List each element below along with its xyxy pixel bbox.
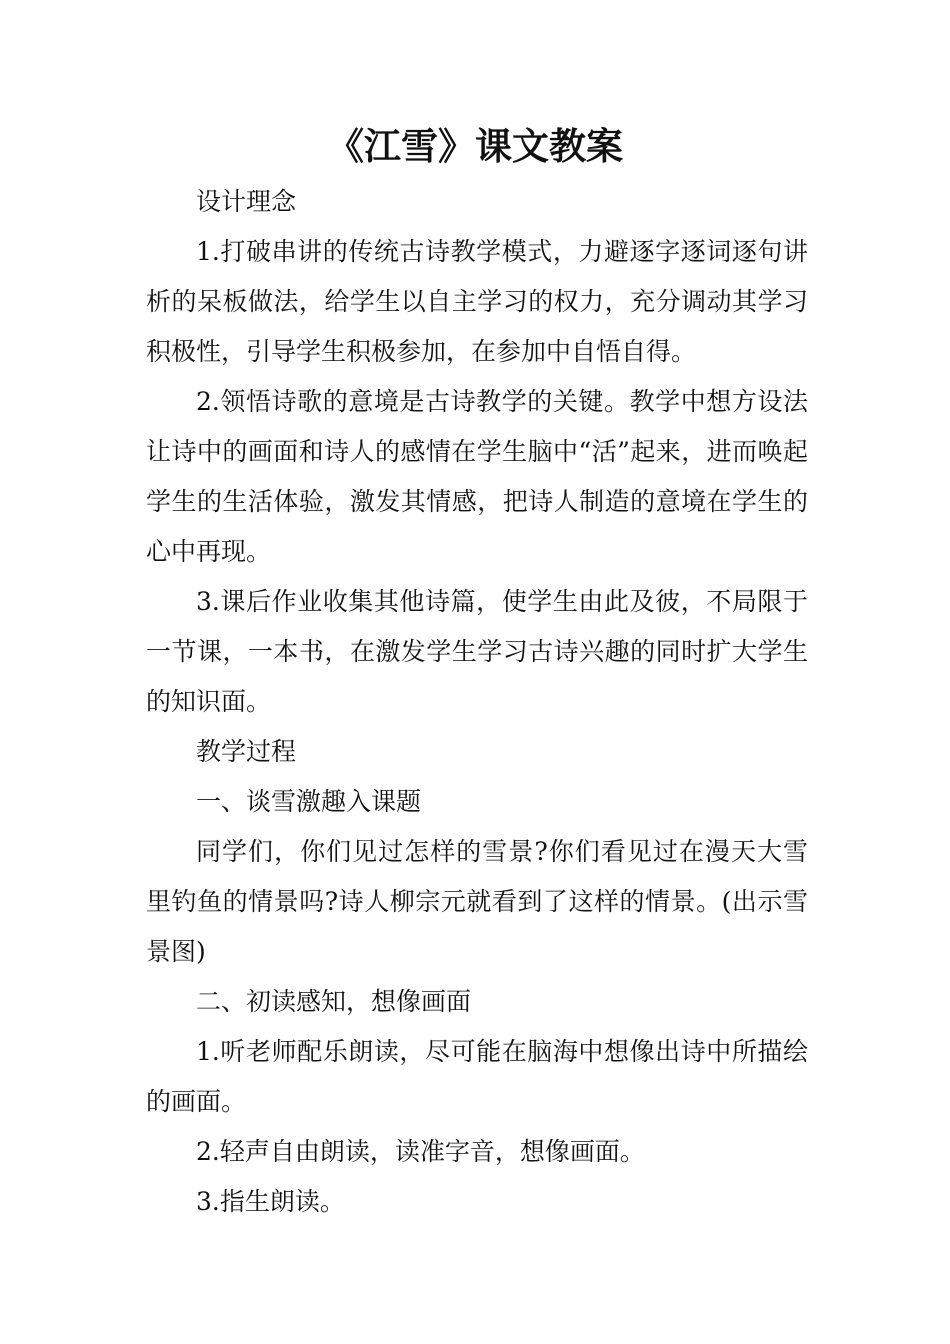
paragraph-concept-1: 1.打破串讲的传统古诗教学模式，力避逐字逐词逐句讲析的呆板做法，给学生以自主学习的权力，充分调动其学习积极性，引导学生积极参加，在参加中自悟自得。 [146, 237, 808, 366]
document-body [146, 177, 808, 1227]
subheading-step-1: 一、谈雪激趣入课题 [196, 787, 422, 816]
section-heading-teaching-process: 教学过程 [196, 737, 297, 766]
subheading-step-2: 二、初读感知，想像画面 [196, 987, 472, 1016]
paragraph-concept-2: 2.领悟诗歌的意境是古诗教学的关键。教学中想方设法让诗中的画面和诗人的感情在学生脑中“活”起来，进而唤起学生的生活体验，激发其情感，把诗人制造的意境在学生的心中再现。 [146, 387, 808, 566]
section-heading-design-concept: 设计理念 [196, 187, 297, 216]
document-title: 《江雪》课文教案 [327, 125, 623, 168]
paragraph-concept-3: 3.课后作业收集其他诗篇，使学生由此及彼，不局限于一节课，一本书，在激发学生学习古诗兴趣的同时扩大学生的知识面。 [146, 587, 808, 716]
paragraph-step-2-item-3: 3.指生朗读。 [196, 1187, 345, 1216]
paragraph-step-1-intro: 同学们，你们见过怎样的雪景?你们看见过在漫天大雪里钓鱼的情景吗?诗人柳宗元就看到了这样的情景。(出示雪景图) [146, 837, 808, 966]
paragraph-step-2-item-1: 1.听老师配乐朗读，尽可能在脑海中想像出诗中所描绘的画面。 [146, 1037, 808, 1116]
paragraph-step-2-item-2: 2.轻声自由朗读，读准字音，想像画面。 [196, 1137, 645, 1166]
